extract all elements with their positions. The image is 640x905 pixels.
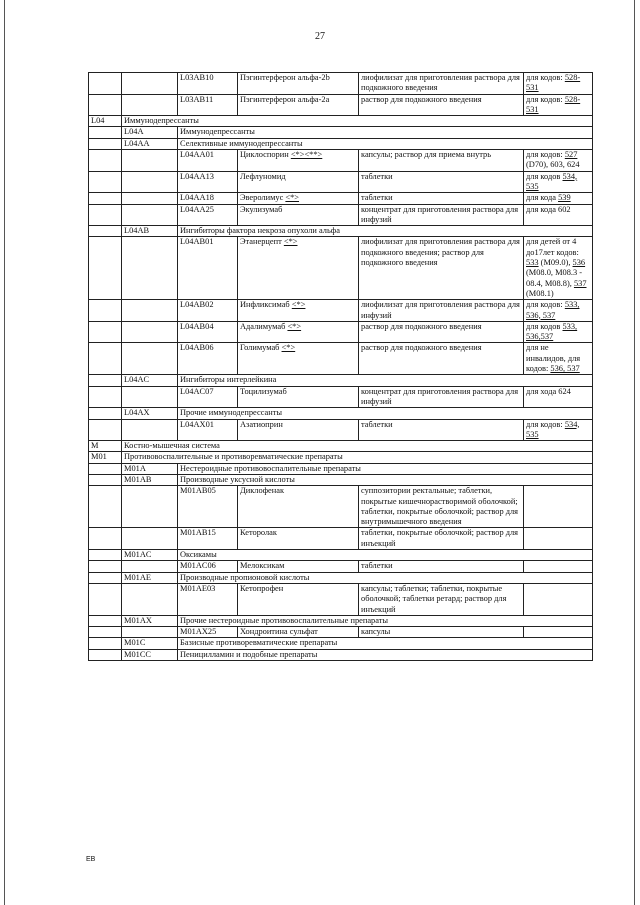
indication-cell (524, 528, 593, 550)
atc-group-name-cell (178, 408, 593, 419)
dosage-form-cell (359, 627, 524, 638)
drug-name: Эверолимус (240, 193, 286, 203)
indication-text: (M08.0, M08.3 - 08.4, M08.8), (526, 268, 583, 288)
atc-code-cell (178, 193, 238, 204)
atc-level1-cell (89, 94, 122, 116)
atc-level1-cell (89, 474, 122, 485)
atc-group-name: Пеницилламин и подобные препараты (180, 649, 318, 659)
atc-group-name-cell (122, 116, 593, 127)
drug-name-cell (238, 193, 359, 204)
atc-code-cell (178, 204, 238, 226)
atc-code: L04AA13 (180, 171, 214, 181)
atc-level1-cell (89, 452, 122, 463)
atc-group-name: Производные пропионовой кислоты (180, 572, 310, 582)
drug-name: Пэгинтерферон альфа-2b (240, 73, 330, 82)
drug-note-link: <*><**> (290, 150, 323, 160)
indication-cell (524, 193, 593, 204)
atc-group-name: Противовоспалительные и противоревматические препараты (124, 452, 343, 462)
indication-cell (524, 171, 593, 193)
table-row (89, 171, 593, 193)
atc-level2-cell (122, 572, 178, 583)
atc-code: L04AA25 (180, 204, 214, 214)
atc-level2-cell (122, 375, 178, 386)
atc-group-name: Прочие нестероидные противовоспалительные препараты (180, 615, 389, 625)
atc-code: L04AB02 (180, 300, 214, 310)
atc-code: L04AB04 (180, 321, 214, 331)
scan-edge-right (634, 0, 635, 905)
atc-level2-cell (122, 127, 178, 138)
drug-name-cell (238, 486, 359, 528)
drug-name: Голимумаб (240, 343, 282, 353)
indication-text: для кодов: (526, 73, 565, 82)
indication-cell (524, 486, 593, 528)
atc-level1-cell (89, 386, 122, 408)
indication-cell (524, 73, 593, 95)
indication-cell (524, 150, 593, 172)
indication-text: (D70), 603, 624 (526, 160, 580, 170)
atc-group-name-cell (178, 127, 593, 138)
scan-edge-left (4, 0, 5, 905)
atc-level2-cell (122, 627, 178, 638)
indication-code-link: 539 (558, 193, 571, 203)
table-row (89, 300, 593, 322)
drug-name: Азатиоприн (240, 419, 283, 429)
atc-level1-cell (89, 73, 122, 95)
drug-name: Адалимумаб (240, 321, 288, 331)
atc-group-code: M01AB (124, 474, 152, 484)
table-row (89, 615, 593, 626)
atc-group-name-cell (178, 649, 593, 660)
drug-name: Лефлуномид (240, 171, 286, 181)
atc-level1-cell (89, 226, 122, 237)
atc-group-name: Ингибиторы интерлейкина (180, 375, 277, 385)
dosage-form: капсулы; раствор для приема внутрь (361, 150, 492, 160)
dosage-form-cell (359, 193, 524, 204)
atc-code-cell (178, 486, 238, 528)
table-row (89, 94, 593, 116)
dosage-form-cell (359, 486, 524, 528)
drug-name-cell (238, 171, 359, 193)
table-row (89, 463, 593, 474)
atc-code-cell (178, 73, 238, 95)
atc-code: L04AB06 (180, 343, 214, 353)
atc-group-code: L04AB (124, 226, 150, 236)
table-row (89, 649, 593, 660)
indication-code-link: 536, 537 (550, 364, 580, 374)
indication-text: для кодов (526, 171, 563, 181)
table-row (89, 204, 593, 226)
table-row (89, 583, 593, 615)
medication-table-body (89, 73, 593, 661)
indication-cell (524, 94, 593, 116)
atc-level2-cell (122, 528, 178, 550)
atc-level1-cell (89, 615, 122, 626)
atc-level2-cell (122, 226, 178, 237)
indication-text: для кодов: (526, 150, 565, 160)
atc-group-name-cell (178, 550, 593, 561)
indication-cell (524, 321, 593, 343)
atc-group-name-cell (178, 638, 593, 649)
atc-group-name-cell (178, 463, 593, 474)
atc-group-name-cell (122, 452, 593, 463)
atc-level1-cell (89, 150, 122, 172)
atc-level2-cell (122, 550, 178, 561)
table-row (89, 73, 593, 95)
atc-level1-cell (89, 528, 122, 550)
atc-group-name: Производные уксусной кислоты (180, 474, 295, 484)
atc-code: L04AA01 (180, 150, 214, 160)
atc-level1-cell (89, 321, 122, 343)
indication-code-link: 533 (526, 258, 539, 268)
dosage-form-cell (359, 419, 524, 441)
dosage-form: суппозитории ректальные; таблетки, покрытые кишечнорастворимой оболочкой; таблетки, покрытые оболочкой; раствор для внутримышечного введения (361, 486, 519, 527)
atc-code: M01AB05 (180, 486, 216, 496)
atc-level1-cell (89, 300, 122, 322)
atc-code-cell (178, 343, 238, 375)
atc-level2-cell (122, 237, 178, 300)
dosage-form-cell (359, 237, 524, 300)
atc-group-name-cell (178, 138, 593, 149)
indication-cell (524, 237, 593, 300)
indication-code-link: 537 (573, 278, 587, 288)
table-row (89, 408, 593, 419)
dosage-form-cell (359, 94, 524, 116)
atc-group-name-cell (178, 375, 593, 386)
table-row (89, 419, 593, 441)
atc-level1-cell (89, 583, 122, 615)
table-row (89, 127, 593, 138)
atc-level2-cell (122, 638, 178, 649)
drug-name-cell (238, 321, 359, 343)
atc-group-code: M01AE (124, 572, 151, 582)
indication-text: для не инвалидов, для кодов: (526, 343, 581, 374)
drug-name-cell (238, 419, 359, 441)
dosage-form: лиофилизат для приготовления раствора для подкожного введения; раствор для подкожного введения (361, 237, 520, 268)
indication-text: для кода 602 (526, 204, 571, 214)
indication-code-link: 528-531 (526, 94, 581, 114)
atc-group-name: Ингибиторы фактора некроза опухоли альфа (180, 226, 340, 236)
atc-group-code: M01AC (124, 550, 152, 560)
atc-group-name-cell (122, 441, 593, 452)
atc-code: L04AA18 (180, 193, 214, 203)
indication-text: для кодов: (526, 300, 565, 310)
indication-text: для кодов (526, 321, 563, 331)
atc-level2-cell (122, 474, 178, 485)
table-row (89, 486, 593, 528)
atc-group-name-cell (178, 474, 593, 485)
dosage-form: раствор для подкожного введения (361, 343, 482, 353)
drug-note-link: <*> (291, 300, 306, 310)
atc-level2-cell (122, 419, 178, 441)
indication-cell (524, 561, 593, 572)
atc-code: M01AX25 (180, 627, 217, 637)
dosage-form-cell (359, 321, 524, 343)
table-row (89, 138, 593, 149)
atc-code-cell (178, 419, 238, 441)
table-row (89, 528, 593, 550)
atc-code-cell (178, 94, 238, 116)
atc-level1-cell (89, 204, 122, 226)
atc-code-cell (178, 321, 238, 343)
dosage-form-cell (359, 528, 524, 550)
atc-level1-cell (89, 561, 122, 572)
dosage-form: таблетки (361, 193, 393, 203)
drug-name-cell (238, 94, 359, 116)
dosage-form-cell (359, 73, 524, 95)
drug-name-cell (238, 150, 359, 172)
atc-level1-cell (89, 419, 122, 441)
atc-group-name: Иммунодепрессанты (180, 127, 255, 137)
atc-level1-cell (89, 408, 122, 419)
table-row (89, 452, 593, 463)
atc-code: M01AE03 (180, 583, 216, 593)
drug-note-link: <*> (281, 343, 296, 353)
indication-text: (M09.0), (538, 258, 573, 268)
drug-name: Циклоспорин (240, 150, 291, 160)
table-row (89, 375, 593, 386)
table-row (89, 343, 593, 375)
drug-name: Мелоксикам (240, 561, 285, 571)
atc-level1-cell (89, 627, 122, 638)
dosage-form: капсулы; таблетки; таблетки, покрытые оболочкой; таблетки ретард; раствор для инъекций (361, 583, 507, 614)
indication-cell (524, 583, 593, 615)
atc-level1-cell (89, 486, 122, 528)
indication-code-link: 533, 536,537 (526, 321, 578, 342)
atc-level1-cell (89, 649, 122, 660)
drug-note-link: <*> (285, 193, 300, 203)
atc-level2-cell (122, 386, 178, 408)
drug-name-cell (238, 561, 359, 572)
atc-group-code: M01AX (124, 615, 152, 625)
atc-code-cell (178, 300, 238, 322)
atc-level2-cell (122, 193, 178, 204)
atc-code-cell (178, 171, 238, 193)
atc-level1-code: L04 (91, 116, 105, 126)
dosage-form-cell (359, 171, 524, 193)
atc-level1-cell (89, 193, 122, 204)
indication-cell (524, 627, 593, 638)
atc-level2-cell (122, 583, 178, 615)
table-row (89, 193, 593, 204)
table-row (89, 627, 593, 638)
atc-group-name: Нестероидные противовоспалительные препараты (180, 463, 361, 473)
atc-group-name-cell (178, 615, 593, 626)
atc-group-code: L04AA (124, 138, 150, 148)
dosage-form: капсулы (361, 627, 391, 637)
atc-group-code: M01C (124, 638, 146, 648)
table-row (89, 561, 593, 572)
drug-name: Пэгинтерферон альфа-2а (240, 94, 330, 104)
atc-group-code: M01A (124, 463, 146, 473)
dosage-form: концентрат для приготовления раствора для инфузий (361, 386, 519, 406)
atc-group-name: Костно-мышечная система (124, 441, 220, 451)
table-row (89, 441, 593, 452)
indication-cell (524, 300, 593, 322)
atc-level1-cell (89, 375, 122, 386)
atc-code: L03AB10 (180, 73, 214, 82)
table-row (89, 321, 593, 343)
drug-name-cell (238, 300, 359, 322)
indication-text: для детей от 4 до17лет кодов: (526, 237, 579, 257)
indication-code-link: 527 (564, 150, 578, 160)
dosage-form-cell (359, 343, 524, 375)
atc-level1-cell (89, 127, 122, 138)
drug-name-cell (238, 528, 359, 550)
atc-level2-cell (122, 300, 178, 322)
drug-name-cell (238, 343, 359, 375)
atc-level2-cell (122, 94, 178, 116)
atc-level2-cell (122, 73, 178, 95)
drug-note-link: <*> (287, 321, 302, 331)
atc-level2-cell (122, 408, 178, 419)
dosage-form-cell (359, 583, 524, 615)
drug-name: Этанерцепт (240, 237, 284, 247)
dosage-form: таблетки (361, 419, 393, 429)
table-row (89, 474, 593, 485)
dosage-form: раствор для подкожного введения (361, 94, 482, 104)
indication-code-link: 534, 535 (526, 419, 580, 439)
drug-name: Тоцилизумаб (240, 386, 287, 396)
atc-code: L04AC07 (180, 386, 214, 396)
atc-level2-cell (122, 343, 178, 375)
drug-name-cell (238, 583, 359, 615)
drug-name: Экулизумаб (240, 204, 283, 214)
dosage-form: лиофилизат для приготовления раствора для инфузий (361, 300, 520, 320)
atc-level2-cell (122, 486, 178, 528)
atc-code: L03AB11 (180, 94, 214, 104)
atc-level2-cell (122, 561, 178, 572)
atc-code-cell (178, 237, 238, 300)
atc-code-cell (178, 561, 238, 572)
table-row (89, 116, 593, 127)
atc-level1-code: M01 (91, 452, 107, 462)
atc-group-name: Оксикамы (180, 550, 217, 560)
drug-name: Диклофенак (240, 486, 285, 496)
atc-level1-cell (89, 138, 122, 149)
indication-cell (524, 386, 593, 408)
atc-code-cell (178, 528, 238, 550)
atc-level1-cell (89, 572, 122, 583)
atc-level1-cell (89, 237, 122, 300)
atc-level1-cell (89, 171, 122, 193)
atc-level2-cell (122, 150, 178, 172)
dosage-form: таблетки, покрытые оболочкой; раствор для инъекций (361, 528, 519, 548)
indication-text: для кодов: (526, 419, 565, 429)
atc-level2-cell (122, 321, 178, 343)
page-number: 27 (315, 31, 325, 42)
atc-code: L04AB01 (180, 237, 214, 247)
medication-table (88, 72, 593, 661)
table-row (89, 638, 593, 649)
indication-text: (M08.1) (526, 288, 554, 298)
atc-level2-cell (122, 138, 178, 149)
atc-level2-cell (122, 204, 178, 226)
table-row (89, 386, 593, 408)
table-row (89, 572, 593, 583)
atc-level2-cell (122, 615, 178, 626)
indication-text: для кода (526, 193, 559, 203)
atc-level1-cell (89, 116, 122, 127)
table-row (89, 237, 593, 300)
dosage-form: раствор для подкожного введения (361, 321, 482, 331)
drug-note-link: <*> (283, 237, 298, 247)
atc-level1-cell (89, 463, 122, 474)
atc-code-cell (178, 150, 238, 172)
dosage-form: таблетки (361, 171, 393, 181)
table-row (89, 550, 593, 561)
atc-group-name: Базисные противоревматические препараты (180, 638, 338, 648)
dosage-form-cell (359, 300, 524, 322)
atc-code-cell (178, 627, 238, 638)
dosage-form: концентрат для приготовления раствора для инфузий (361, 204, 519, 224)
drug-name: Кеторолак (240, 528, 277, 538)
atc-level2-cell (122, 171, 178, 193)
atc-level2-cell (122, 649, 178, 660)
atc-code: M01AC06 (180, 561, 216, 571)
dosage-form: таблетки (361, 561, 393, 571)
drug-name-cell (238, 73, 359, 95)
dosage-form-cell (359, 204, 524, 226)
atc-group-code: L04AX (124, 408, 150, 418)
dosage-form-cell (359, 150, 524, 172)
indication-cell (524, 204, 593, 226)
atc-code-cell (178, 583, 238, 615)
atc-group-name-cell (178, 572, 593, 583)
atc-level1-code: M (91, 441, 99, 451)
indication-code-link: 536 (572, 258, 586, 268)
atc-group-code: L04A (124, 127, 144, 137)
dosage-form: лиофилизат для приготовления раствора для подкожного введения (361, 73, 520, 93)
indication-text: для кодов: (526, 94, 565, 104)
indication-text: для хода 624 (526, 386, 571, 396)
atc-group-name: Иммунодепрессанты (124, 116, 199, 126)
atc-code: M01AB15 (180, 528, 216, 538)
atc-level1-cell (89, 343, 122, 375)
atc-code-cell (178, 386, 238, 408)
drug-name-cell (238, 237, 359, 300)
drug-name-cell (238, 204, 359, 226)
drug-name: Кетопрофен (240, 583, 284, 593)
atc-level1-cell (89, 550, 122, 561)
page-footer-mark: EB (86, 856, 96, 863)
atc-level1-cell (89, 441, 122, 452)
drug-name: Хондроитина сульфат (240, 627, 318, 637)
indication-cell (524, 419, 593, 441)
indication-code-link: 533, 536, 537 (526, 300, 580, 320)
atc-group-code: L04AC (124, 375, 150, 385)
table-row (89, 226, 593, 237)
atc-code: L04AX01 (180, 419, 214, 429)
atc-group-name-cell (178, 226, 593, 237)
atc-level1-cell (89, 638, 122, 649)
drug-name-cell (238, 386, 359, 408)
atc-group-name: Прочие иммунодепрессанты (180, 408, 283, 418)
dosage-form-cell (359, 386, 524, 408)
drug-name-cell (238, 627, 359, 638)
indication-code-link: 528-531 (526, 73, 581, 93)
table-row (89, 150, 593, 172)
indication-code-link: 534, 535 (526, 171, 578, 191)
atc-group-name: Селективные иммунодепрессанты (180, 138, 303, 148)
atc-level2-cell (122, 463, 178, 474)
dosage-form-cell (359, 561, 524, 572)
drug-name: Инфликсимаб (240, 300, 292, 310)
atc-group-code: M01CC (124, 649, 151, 659)
indication-cell (524, 343, 593, 375)
